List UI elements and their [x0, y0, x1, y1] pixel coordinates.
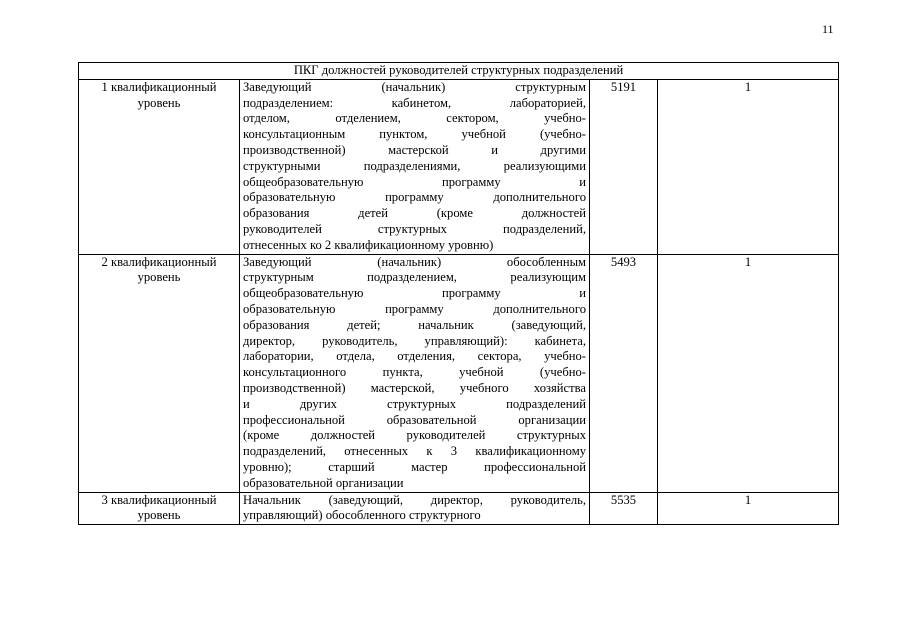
position-description-line: общеобразовательную программу и — [243, 286, 586, 301]
coefficient-value: 1 — [658, 79, 839, 254]
position-description-line: Заведующий (начальник) обособленным — [243, 254, 586, 269]
position-description-line: общеобразовательную программу и — [243, 174, 586, 189]
qualification-level-line: 3 квалификационный — [101, 492, 217, 507]
position-description — [243, 80, 586, 254]
table-row — [79, 492, 839, 525]
salary-table — [78, 62, 839, 525]
table-row — [79, 254, 839, 492]
position-description-cell — [240, 79, 590, 254]
position-description-line: структурными подразделениями, реализующими — [243, 158, 586, 173]
position-description-line: образовательную программу дополнительного — [243, 190, 586, 205]
position-description-cell — [240, 492, 590, 525]
position-description-line: лаборатории, отдела, отделения, сектора, учебно- — [243, 349, 586, 364]
coefficient-value: 1 — [658, 492, 839, 525]
position-description-line: образования детей; начальник (заведующий, — [243, 317, 586, 332]
position-description-line: образования детей (кроме должностей — [243, 206, 586, 221]
position-description-line: уровню); старший мастер профессиональной — [243, 459, 586, 474]
table-title-row — [79, 63, 839, 80]
position-description-line: управляющий) обособленного структурного — [243, 508, 481, 523]
position-description-line: руководителей структурных подразделений, — [243, 221, 586, 236]
position-description-line: (кроме должностей руководителей структурных — [243, 428, 586, 443]
qualification-level-cell — [79, 254, 240, 492]
position-description — [243, 493, 586, 525]
salary-value: 5191 — [590, 79, 658, 254]
salary-value: 5535 — [590, 492, 658, 525]
position-description-line: консультационным пунктом, учебной (учебно- — [243, 127, 586, 142]
coefficient-value: 1 — [658, 254, 839, 492]
position-description-line: производственной) мастерской, учебного хозяйства — [243, 380, 586, 395]
position-description-line: консультационного пункта, учебной (учебно- — [243, 365, 586, 380]
table-title: ПКГ должностей руководителей структурных подразделений — [79, 63, 839, 80]
position-description-cell — [240, 254, 590, 492]
position-description-line: производственной) мастерской и другими — [243, 142, 586, 157]
position-description-line: образовательную программу дополнительного — [243, 301, 586, 316]
qualification-level-line: 2 квалификационный — [101, 254, 217, 269]
page-number: 11 — [822, 22, 834, 36]
salary-value: 5493 — [590, 254, 658, 492]
qualification-level-cell — [79, 492, 240, 525]
qualification-level-line: 1 квалификационный — [101, 79, 217, 94]
position-description — [243, 255, 586, 492]
qualification-level-line: уровень — [137, 95, 181, 110]
position-description-line: образовательной организации — [243, 475, 404, 490]
table-row — [79, 79, 839, 254]
position-description-line: директор, руководитель, управляющий): кабинета, — [243, 333, 586, 348]
position-description-line: подразделений, отнесенных к 3 квалификационному — [243, 444, 586, 459]
qualification-level-line: уровень — [137, 270, 181, 285]
position-description-line: отделом, отделением, сектором, учебно- — [243, 111, 586, 126]
qualification-level-cell — [79, 79, 240, 254]
position-description-line: структурным подразделением, реализующим — [243, 270, 586, 285]
position-description-line: и других структурных подразделений — [243, 396, 586, 411]
position-description-line: подразделением: кабинетом, лабораторией, — [243, 95, 586, 110]
position-description-line: Заведующий (начальник) структурным — [243, 79, 586, 94]
qualification-level-line: уровень — [137, 508, 181, 523]
position-description-line: отнесенных ко 2 квалификационному уровню) — [243, 237, 494, 252]
position-description-line: Начальник (заведующий, директор, руководитель, — [243, 492, 586, 507]
position-description-line: профессиональной образовательной организации — [243, 412, 586, 427]
